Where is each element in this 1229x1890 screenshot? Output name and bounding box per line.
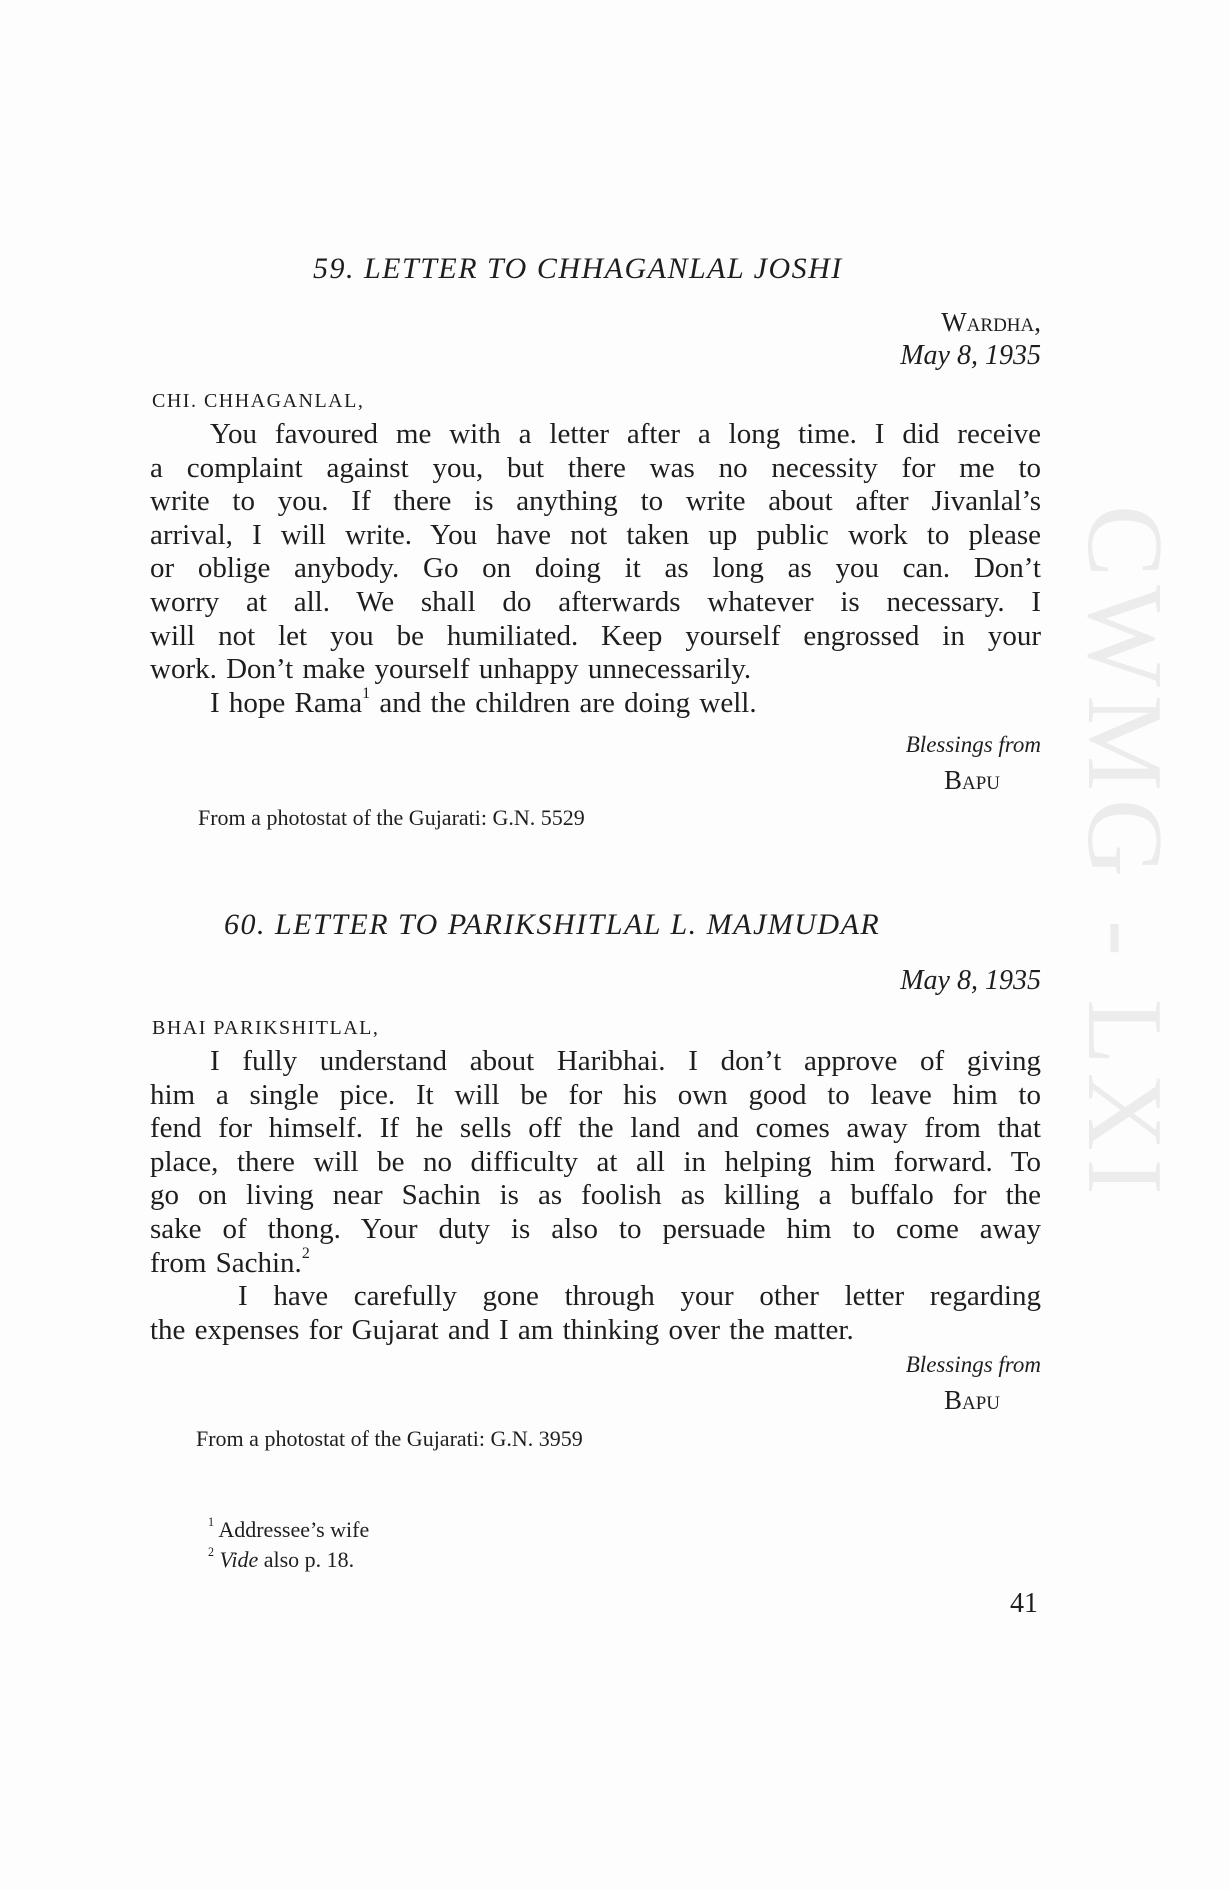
footnote-text: Addressee’s wife — [218, 1517, 370, 1542]
letter-60-blessings: Blessings from — [905, 1352, 1041, 1377]
body-line: go on living near Sachin is as foolish as killing a buffalo for the — [150, 1179, 1041, 1212]
text: I hope Rama — [210, 686, 363, 719]
place-text: Wardha, — [941, 307, 1041, 337]
body-line: I fully understand about Haribhai. I don’t approve of giving — [210, 1045, 1041, 1077]
body-line: fend for himself. If he sells off the land and comes away from that — [150, 1112, 1041, 1145]
letter-59-heading: 59. LETTER TO CHHAGANLAL JOSHI — [313, 252, 843, 285]
body-line: the expenses for Gujarat and I am thinking over the matter. — [150, 1313, 854, 1346]
letter-59-place — [941, 307, 1041, 338]
body-line: I have carefully gone through your other letter regarding — [238, 1280, 1041, 1313]
footnote-1 — [208, 1517, 369, 1543]
footnote-2 — [208, 1547, 354, 1573]
body-line: a complaint against you, but there was no necessity for me to — [150, 451, 1041, 484]
body-line: work. Don’t make yourself unhappy unnecessarily. — [150, 653, 752, 686]
letter-60-body — [150, 1045, 1041, 1347]
page-number: 41 — [1010, 1588, 1038, 1619]
footnote-mark: 1 — [208, 1515, 215, 1530]
letter-60-date: May 8, 1935 — [900, 965, 1041, 996]
letter-59-source: From a photostat of the Gujarati: G.N. 5529 — [198, 805, 585, 830]
letter-60-heading: 60. LETTER TO PARIKSHITLAL L. MAJMUDAR — [224, 908, 881, 941]
letter-59-salutation: CHI. CHHAGANLAL, — [152, 390, 365, 412]
letter-60-source: From a photostat of the Gujarati: G.N. 3959 — [196, 1426, 583, 1451]
body-line: arrival, I will write. You have not taken up public work to please — [150, 518, 1041, 551]
letter-59-blessings: Blessings from — [905, 732, 1041, 757]
body-line: worry at all. We shall do afterwards whatever is necessary. I — [150, 585, 1041, 618]
letter-59-body — [150, 418, 1041, 720]
footnote-italic: Vide — [219, 1547, 259, 1572]
body-line: will not let you be humiliated. Keep yourself engrossed in your — [150, 619, 1041, 652]
letter-59-signature: Bapu — [943, 765, 1000, 795]
body-line: You favoured me with a letter after a long time. I did receive — [210, 418, 1041, 450]
body-line: sake of thong. Your duty is also to persuade him to come away — [150, 1212, 1041, 1245]
text: from Sachin. — [150, 1246, 302, 1279]
body-line: place, there will be no difficulty at all in helping him forward. To — [150, 1145, 1041, 1178]
letter-60-signature: Bapu — [943, 1385, 1000, 1415]
letter-60-salutation: BHAI PARIKSHITLAL, — [152, 1017, 380, 1039]
body-line: or oblige anybody. Go on doing it as long as you can. Don’t — [150, 552, 1041, 585]
body-line: write to you. If there is anything to write about after Jivanlal’s — [150, 485, 1041, 518]
body-line-closing — [150, 684, 1041, 721]
footnote-ref-2: 2 — [301, 1244, 310, 1262]
body-line: him a single pice. It will be for his own good to leave him to — [150, 1078, 1041, 1111]
letter-59-date: May 8, 1935 — [900, 340, 1041, 371]
footnote-ref-1: 1 — [362, 684, 371, 702]
text: and the children are doing well. — [370, 686, 757, 719]
footnote-text: also p. 18. — [258, 1547, 355, 1572]
watermark: CWMG - LXI — [1065, 505, 1184, 1203]
body-line-last — [150, 1244, 1041, 1281]
footnote-mark: 2 — [208, 1545, 215, 1560]
